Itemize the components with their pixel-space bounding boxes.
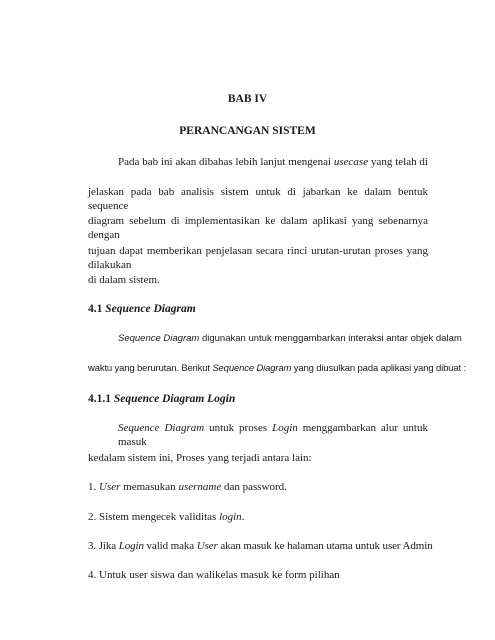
intro-line-1 (118, 155, 428, 169)
term-login: Login (118, 540, 144, 552)
paragraph-text: yang diusulkan pada aplikasi yang dibuat : (291, 363, 467, 374)
term-username: username (178, 481, 222, 493)
term-sequence-diagram: Sequence Diagram (212, 363, 292, 374)
term-login: login (219, 511, 242, 523)
term-user: User (196, 540, 218, 552)
paragraph-text: menggambarkan alur untuk masuk (118, 422, 428, 448)
section-4-1-1-line-2: kedalam sistem ini, Proses yang terjadi antara lain: (88, 452, 312, 464)
section-4-1-1-line-1 (118, 421, 428, 449)
section-heading-4-1-1 (88, 392, 235, 406)
list-text: memasukan (120, 481, 179, 493)
list-item (88, 568, 340, 582)
paragraph-text: untuk proses (204, 422, 273, 434)
list-item (88, 480, 287, 494)
chapter-title: PERANCANGAN SISTEM (179, 125, 316, 137)
section-title: Sequence Diagram Login (113, 393, 236, 405)
list-text: valid maka (143, 540, 197, 552)
term-login: Login (272, 422, 298, 434)
intro-term-usecase: usecase (333, 156, 369, 168)
intro-line-3: diagram sebelum di implementasikan ke dalam aplikasi yang sebenarnya dengan (88, 215, 428, 241)
term-sequence-diagram: Sequence Diagram (118, 422, 205, 434)
paragraph-text: digunakan untuk menggambarkan interaksi antar objek dalam (199, 333, 462, 344)
list-text: Jika (98, 540, 119, 552)
intro-line-4: tujuan dapat memberikan penjelasan secara rinci urutan-urutan proses yang dilakukan (88, 245, 428, 271)
list-text: dan password. (221, 481, 287, 493)
section-heading-4-1 (88, 302, 196, 316)
list-item (88, 510, 244, 524)
intro-line-2: jelaskan pada bab analisis sistem untuk di jabarkan ke dalam bentuk sequence (88, 186, 428, 212)
list-number: 4. (88, 569, 99, 581)
list-text: Sistem mengecek validitas (99, 511, 220, 523)
term-sequence-diagram: Sequence Diagram (118, 333, 200, 344)
list-text: akan masuk ke halaman utama untuk user Admin (217, 540, 433, 552)
intro-text: yang telah di (368, 156, 428, 168)
list-number: 2. (88, 511, 99, 523)
intro-line-5: di dalam sistem. (88, 274, 160, 286)
list-text: . (241, 511, 245, 523)
list-number: 3. (88, 540, 99, 552)
section-title: Sequence Diagram (105, 303, 196, 315)
term-user: User (99, 481, 121, 493)
list-text: Untuk user siswa dan walikelas masuk ke form pilihan (99, 569, 340, 581)
chapter-number: BAB IV (227, 93, 268, 105)
section-number: 4.1 (88, 303, 106, 315)
section-4-1-line-1 (118, 332, 462, 346)
list-item (88, 539, 433, 553)
intro-text: Pada bab ini akan dibahas lebih lanjut mengenai (118, 156, 334, 168)
paragraph-text: waktu yang berurutan. Berikut (88, 363, 213, 374)
section-number: 4.1.1 (88, 393, 114, 405)
list-number: 1. (88, 481, 99, 493)
section-4-1-line-2 (88, 362, 466, 376)
